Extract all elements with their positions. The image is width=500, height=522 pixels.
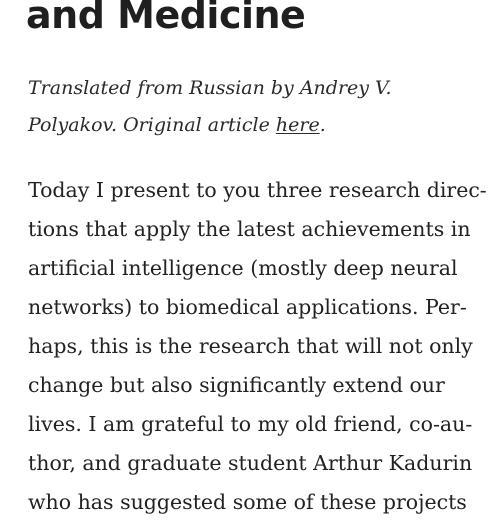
body-line: Today I present to you three research direc- [28,178,487,202]
article-title: and Medicine [26,0,306,37]
translation-note-line-2 [28,107,468,144]
body-line: who has suggested some of these projects [28,490,467,514]
body-line: lives. I am grateful to my old friend, co-au- [28,412,473,436]
translation-note [28,70,468,144]
translation-note-suffix: . [319,114,326,136]
translation-note-prefix: Polyakov. Original article [28,114,276,136]
body-line: change but also significantly extend our [28,373,445,397]
translation-note-line-1: Translated from Russian by Andrey V. [28,77,392,99]
body-line: haps, this is the research that will not only [28,334,473,358]
body-line: networks) to biomedical applications. Per- [28,295,467,319]
body-line: tions that apply the latest achievements in [28,217,471,241]
body-line: thor, and graduate student Arthur Kadurin [28,451,473,475]
body-line: artificial intelligence (mostly deep neural [28,256,458,280]
original-article-link[interactable]: here [275,114,320,136]
article-body [28,171,488,522]
